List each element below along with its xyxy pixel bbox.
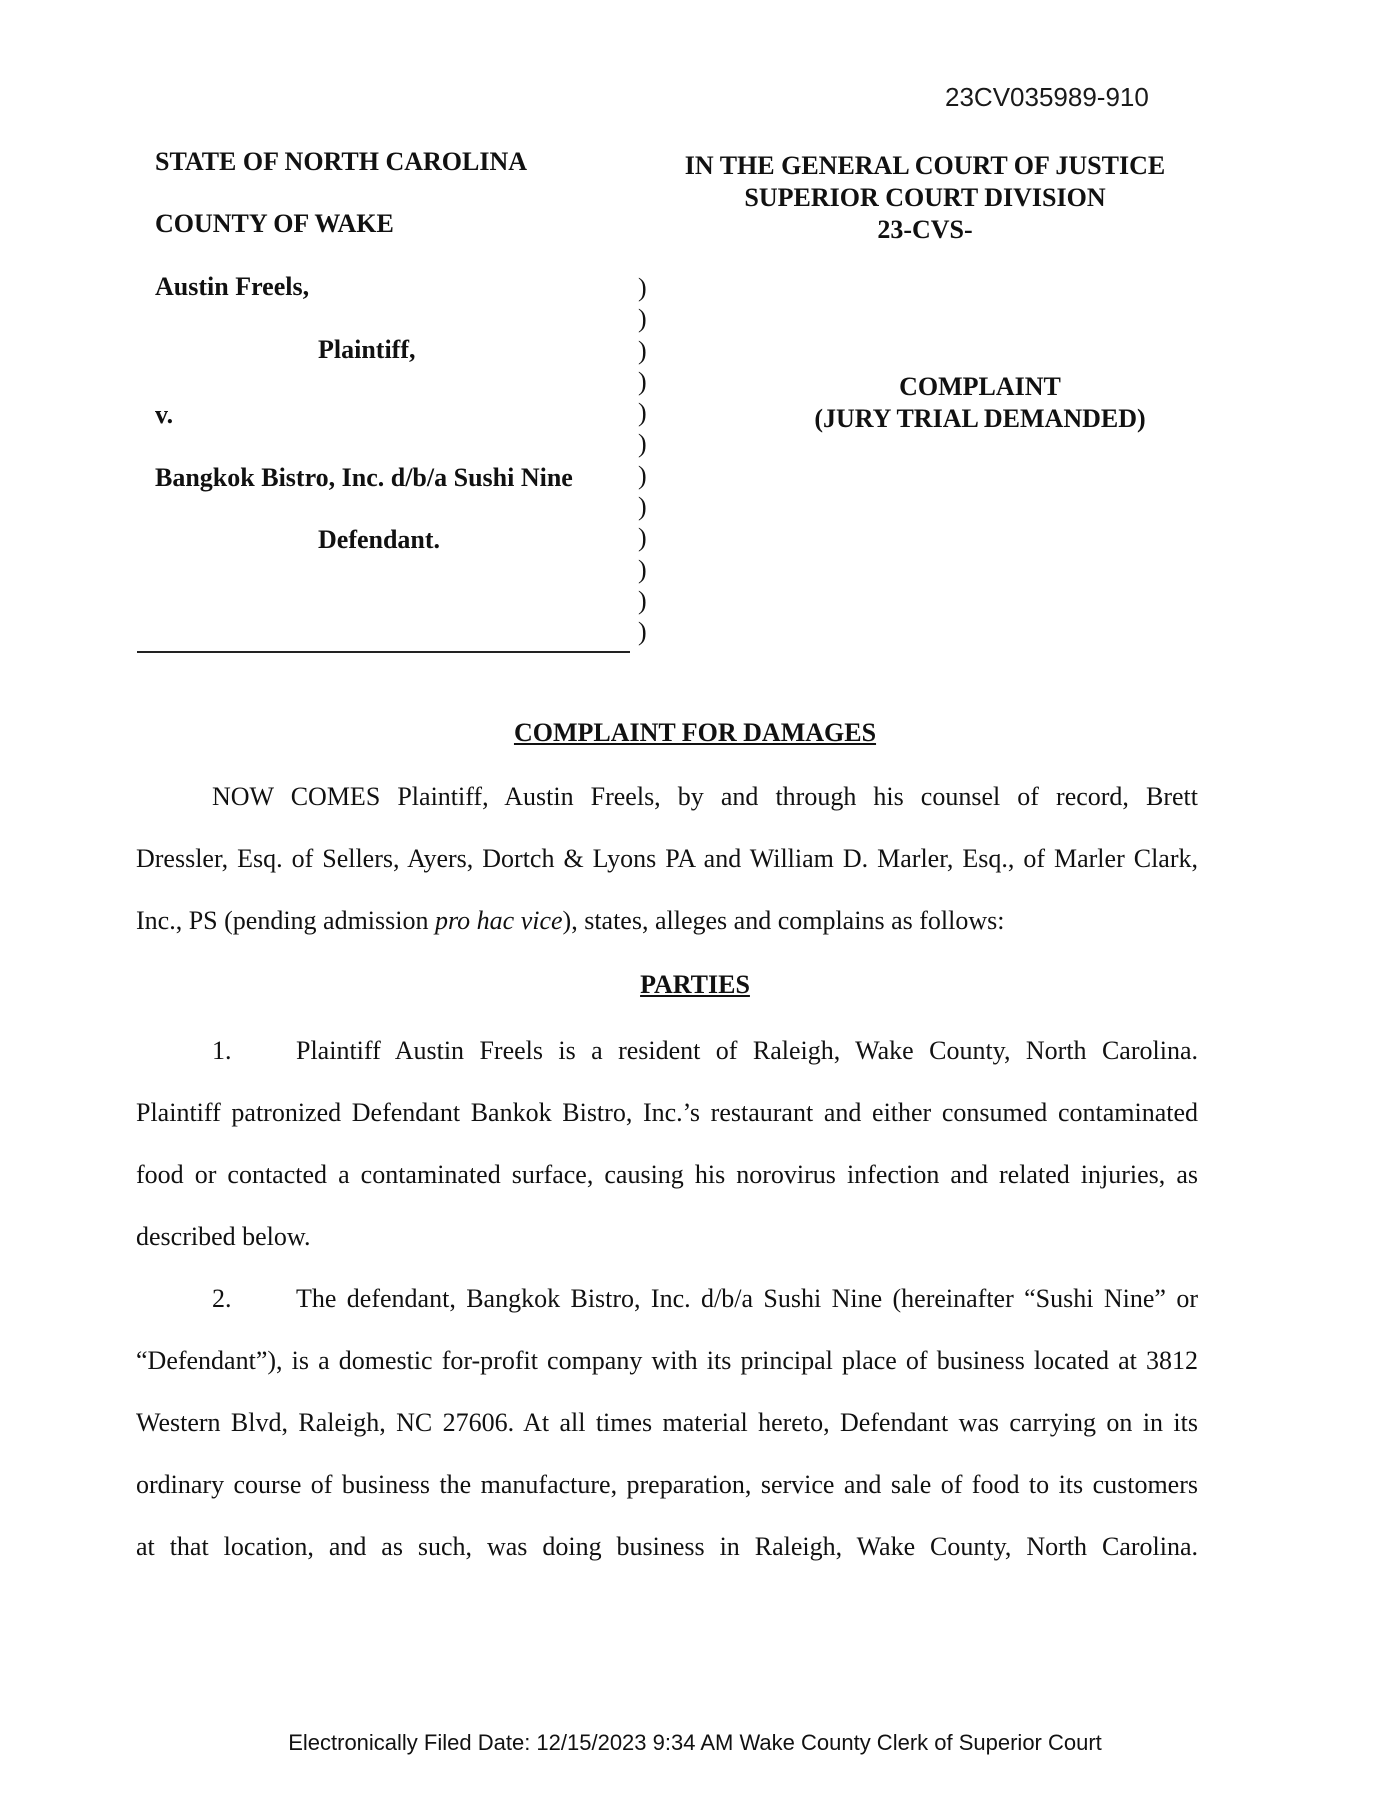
intro-text: ), states, alleges and complains as follows:: [562, 906, 1005, 935]
plaintiff-name: Austin Freels,: [155, 272, 310, 301]
paragraph-1-line: [212, 1036, 1198, 1066]
caption-paren: ): [638, 523, 647, 553]
paragraph-text: Plaintiff Austin Freels is a resident of Raleigh, Wake County, North Carolina.: [296, 1036, 1198, 1065]
case-number: 23CV035989-910: [945, 82, 1149, 112]
state-heading: STATE OF NORTH CAROLINA: [155, 147, 528, 176]
paragraph-1-line: Plaintiff patronized Defendant Bankok Bistro, Inc.’s restaurant and either consumed contaminated: [136, 1098, 1198, 1127]
caption-paren: ): [638, 617, 647, 647]
caption-underline: [137, 651, 630, 653]
caption-paren: ): [638, 492, 647, 522]
court-line-3: 23-CVS-: [877, 215, 973, 244]
caption-paren: ): [638, 273, 647, 302]
intro-text: Inc., PS (pending admission: [136, 906, 435, 935]
caption-parentheses: [638, 272, 647, 648]
paragraph-2-line: ordinary course of business the manufacture, preparation, service and sale of food to its customers: [136, 1470, 1198, 1499]
intro-line: Dressler, Esq. of Sellers, Ayers, Dortch & Lyons PA and William D. Marler, Esq., of Marler Clark,: [136, 844, 1198, 873]
caption-paren: ): [638, 554, 647, 584]
paragraph-number: 1.: [212, 1036, 232, 1065]
plaintiff-role: Plaintiff,: [318, 335, 416, 364]
county-heading: COUNTY OF WAKE: [155, 209, 394, 238]
defendant-name: Bangkok Bistro, Inc. d/b/a Sushi Nine: [155, 463, 573, 492]
paragraph-2-line: “Defendant”), is a domestic for-profit company with its principal place of business located at 3812: [136, 1346, 1198, 1375]
caption-paren: ): [638, 335, 647, 365]
court-heading: [645, 150, 1205, 246]
paragraph-number: 2.: [212, 1284, 232, 1313]
paragraph-2-line: at that location, and as such, was doing business in Raleigh, Wake County, North Carolina.: [136, 1532, 1198, 1561]
versus-label: v.: [155, 400, 174, 429]
paragraph-2-line: [212, 1284, 1198, 1314]
caption-paren: ): [638, 585, 647, 615]
court-line-1: IN THE GENERAL COURT OF JUSTICE: [684, 151, 1166, 180]
caption-paren: ): [638, 398, 647, 428]
complaint-title-line-1: COMPLAINT: [899, 372, 1061, 401]
caption-paren: ): [638, 429, 647, 459]
caption-paren: ): [638, 304, 647, 334]
complaint-title-line-2: (JURY TRIAL DEMANDED): [814, 404, 1146, 433]
paragraph-2-line: Western Blvd, Raleigh, NC 27606. At all times material hereto, Defendant was carrying on in its: [136, 1408, 1198, 1437]
intro-line: NOW COMES Plaintiff, Austin Freels, by and through his counsel of record, Brett: [212, 782, 1198, 811]
paragraph-1-line: described below.: [136, 1222, 311, 1251]
efiling-footer: Electronically Filed Date: 12/15/2023 9:34 AM Wake County Clerk of Superior Court: [288, 1730, 1102, 1755]
paragraph-1-line: food or contacted a contaminated surface, causing his norovirus infection and related injuries, as: [136, 1160, 1198, 1189]
complaint-for-damages-heading: COMPLAINT FOR DAMAGES: [513, 718, 877, 747]
court-line-2: SUPERIOR COURT DIVISION: [744, 183, 1106, 212]
paragraph-text: The defendant, Bangkok Bistro, Inc. d/b/a Sushi Nine (hereinafter “Sushi Nine” or: [296, 1284, 1198, 1313]
pro-hac-vice-text: pro hac vice: [435, 906, 563, 935]
complaint-title: [700, 371, 1260, 435]
parties-heading: PARTIES: [640, 970, 750, 999]
intro-line: [136, 906, 1198, 936]
caption-paren: ): [638, 366, 647, 396]
defendant-role: Defendant.: [318, 525, 441, 554]
caption-paren: ): [638, 460, 647, 490]
